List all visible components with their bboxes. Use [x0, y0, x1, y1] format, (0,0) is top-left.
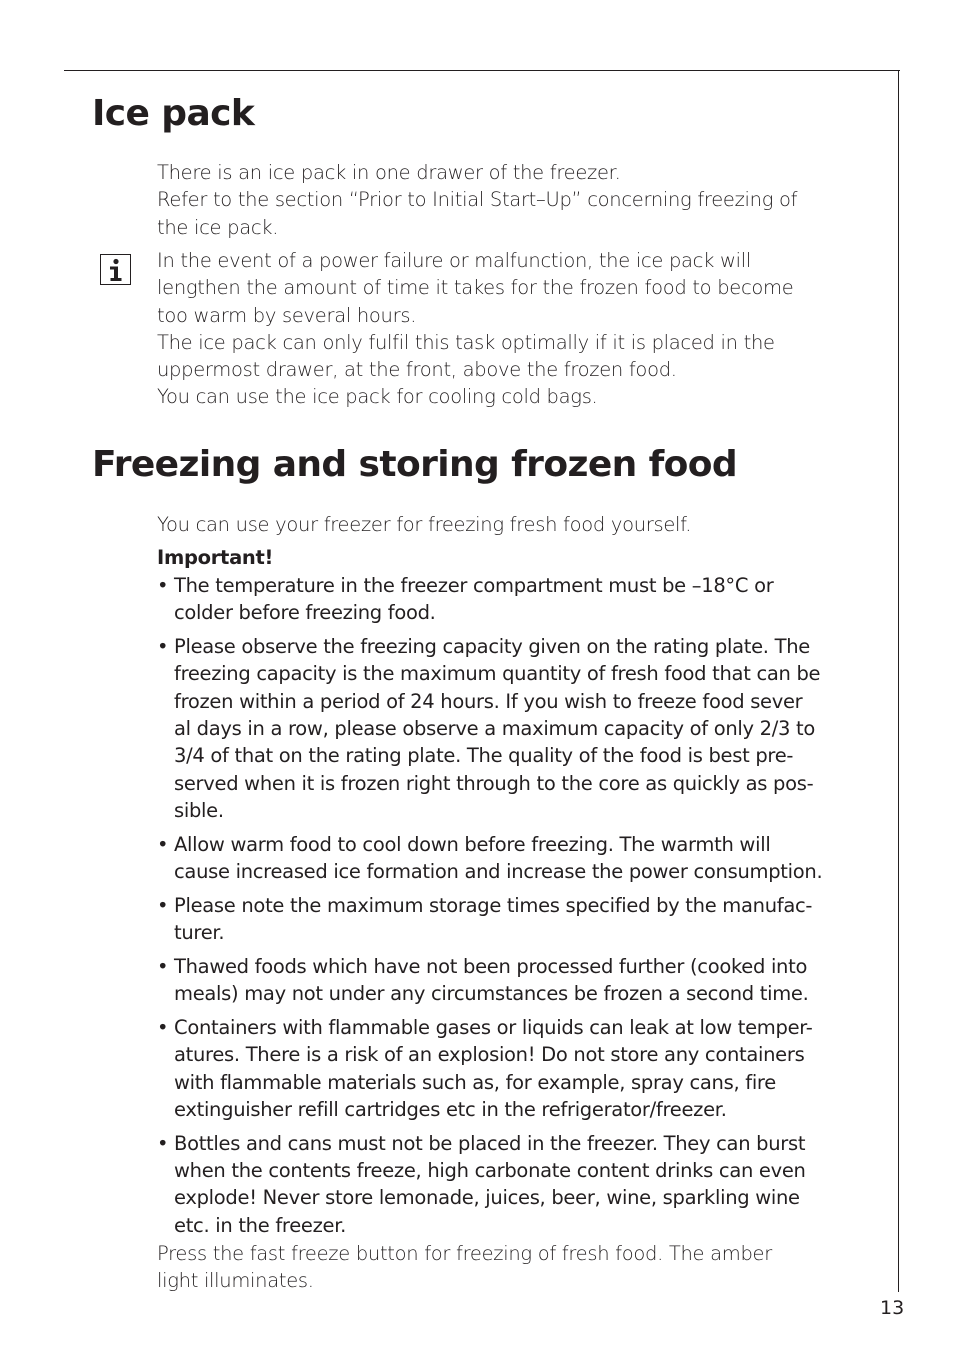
- text-line: Please note the maximum storage times specified by the manufac-: [174, 893, 813, 917]
- bullet-icon: •: [157, 1015, 169, 1039]
- list-item: [157, 831, 877, 886]
- text-line: al days in a row, please observe a maximum capacity of only 2/3 to: [174, 716, 816, 740]
- text-line: atures. There is a risk of an explosion! Do not store any containers: [174, 1043, 805, 1067]
- text-line: sible.: [174, 798, 224, 822]
- bullet-icon: •: [157, 574, 169, 597]
- text-line: too warm by several hours.: [157, 303, 417, 327]
- fast-freeze-note: [157, 1240, 877, 1295]
- text-line: colder before freezing food.: [174, 601, 436, 625]
- freezing-intro: [157, 511, 877, 538]
- ice-pack-info: [157, 247, 877, 411]
- text-line: frozen within a period of 24 hours. If you wish to freeze food sever: [174, 689, 803, 713]
- text-line: etc. in the freezer.: [174, 1213, 347, 1237]
- text-line: when the contents freeze, high carbonate content drinks can even: [174, 1158, 806, 1182]
- text-line: Press the fast freeze button for freezing of fresh food. The amber: [157, 1242, 772, 1265]
- text-line: cause increased ice formation and increase the power consumption.: [174, 859, 823, 883]
- text-line: There is an ice pack in one drawer of the freezer.: [157, 161, 621, 184]
- ice-pack-intro: [157, 159, 877, 241]
- bullet-icon: •: [157, 832, 169, 856]
- text-line: Refer to the section “Prior to Initial Start–Up” concerning freezing of: [157, 188, 798, 212]
- text-line: lengthen the amount of time it takes for the frozen food to become: [157, 276, 794, 300]
- text-line: Thawed foods which have not been processed further (cooked into: [174, 954, 808, 978]
- text-line: The ice pack can only fulfil this task optimally if it is placed in the: [157, 330, 775, 354]
- bullet-icon: •: [157, 1131, 169, 1155]
- list-item: [157, 1014, 877, 1123]
- bullet-icon: •: [157, 635, 169, 659]
- text-line: explode! Never store lemonade, juices, beer, wine, sparkling wine: [174, 1186, 800, 1210]
- precautions-list: [157, 572, 877, 1245]
- ice-pack-heading: Ice pack: [92, 93, 255, 134]
- bullet-icon: •: [157, 893, 169, 917]
- list-item: [157, 572, 877, 627]
- text-line: light illuminates.: [157, 1269, 314, 1293]
- text-line: served when it is frozen right through to the core as quickly as pos-: [174, 771, 814, 795]
- info-i-icon-glyph: [105, 258, 127, 282]
- text-line: Allow warm food to cool down before freezing. The warmth will: [174, 832, 771, 856]
- page-number: 13: [880, 1297, 905, 1319]
- text-line: extinguisher refill cartridges etc in the refrigerator/freezer.: [174, 1097, 727, 1121]
- text-line: You can use the ice pack for cooling cold bags.: [157, 385, 598, 409]
- header-rule: [64, 70, 900, 71]
- text-line: uppermost drawer, at the front, above the frozen food.: [157, 358, 677, 382]
- text-line: 3/4 of that on the rating plate. The quality of the food is best pre-: [174, 744, 794, 768]
- text-line: turer.: [174, 921, 225, 945]
- text-line: with flammable materials such as, for example, spray cans, fire: [174, 1070, 776, 1094]
- text-line: Please observe the freezing capacity given on the rating plate. The: [174, 635, 810, 659]
- freezing-heading: Freezing and storing frozen food: [92, 444, 738, 485]
- text-line: meals) may not under any circumstances be frozen a second time.: [174, 982, 809, 1006]
- list-item: [157, 953, 877, 1008]
- margin-rule: [898, 70, 899, 1292]
- text-line: Bottles and cans must not be placed in the freezer. They can burst: [174, 1131, 806, 1155]
- text-line: freezing capacity is the maximum quantity of fresh food that can be: [174, 662, 821, 686]
- text-line: You can use your freezer for freezing fresh food yourself.: [157, 513, 692, 536]
- important-label: Important!: [157, 546, 274, 569]
- text-line: Containers with flammable gases or liquids can leak at low temper-: [174, 1015, 813, 1039]
- list-item: [157, 633, 877, 824]
- list-item: [157, 892, 877, 947]
- text-line: In the event of a power failure or malfunction, the ice pack will: [157, 249, 751, 272]
- text-line: The temperature in the freezer compartment must be –18°C or: [174, 574, 774, 597]
- info-i-icon: [100, 254, 131, 285]
- list-item: [157, 1130, 877, 1239]
- bullet-icon: •: [157, 954, 169, 978]
- text-line: the ice pack.: [157, 215, 279, 239]
